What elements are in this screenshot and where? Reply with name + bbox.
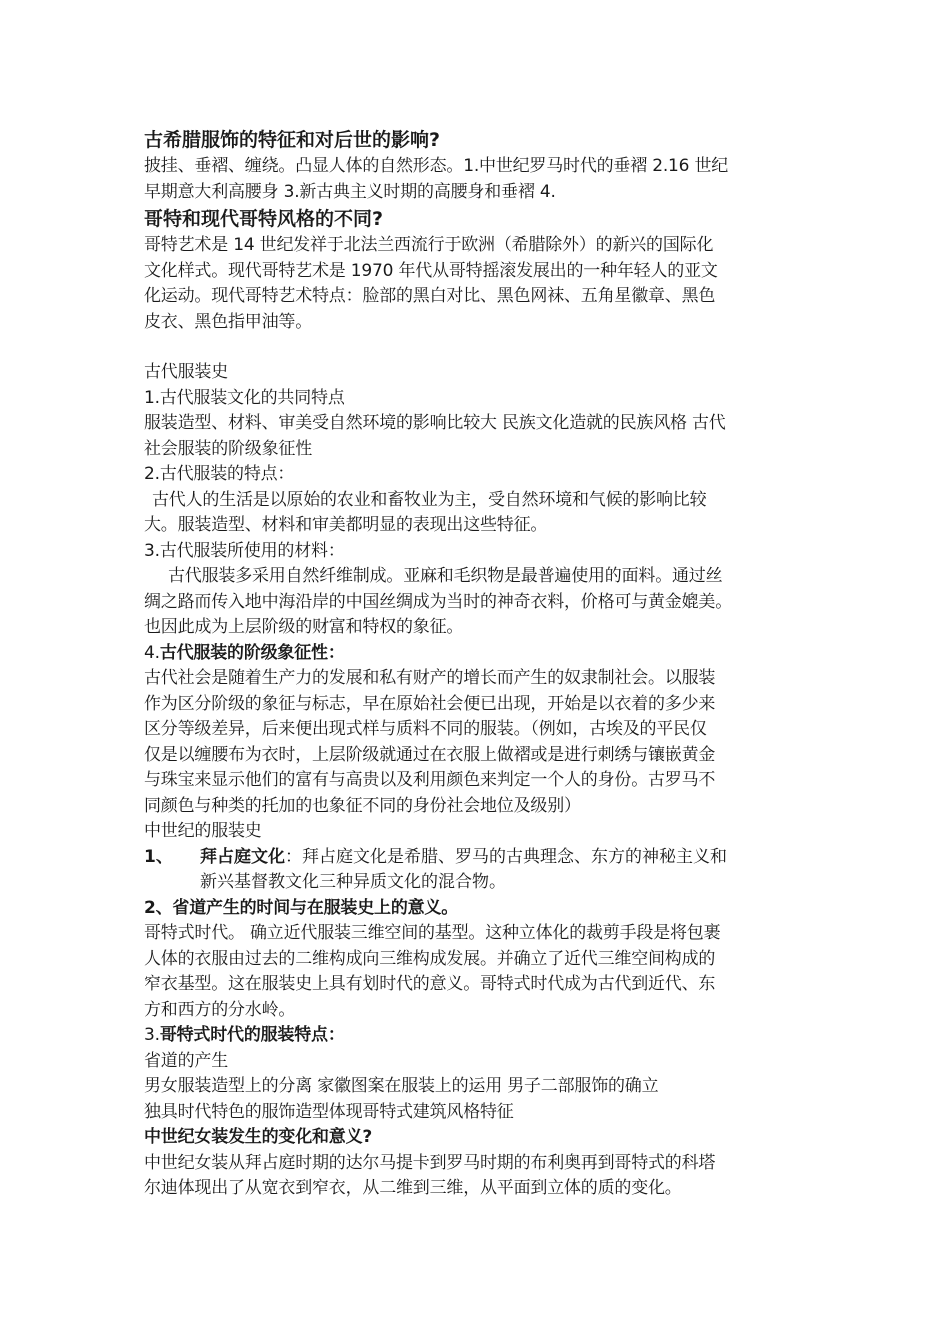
paragraph-line: 皮衣、黑色指甲油等。 — [144, 311, 312, 332]
subheading: 2.古代服装的特点： — [144, 464, 295, 484]
paragraph-line: 社会服装的阶级象征性 — [144, 438, 312, 459]
paragraph-line: 古代社会是随着生产力的发展和私有财产的增长而产生的奴隶制社会。以服装 — [144, 668, 716, 688]
item-title: 拜占庭文化 — [200, 846, 285, 867]
paragraph-line: 方和西方的分水岭。 — [144, 999, 296, 1020]
blank-line — [144, 335, 814, 360]
subheading-text: 哥特式时代的服装特点： — [159, 1025, 345, 1045]
paragraph-line: 男女服装造型上的分离 家徽图案在服装上的运用 男子二部服饰的确立 — [144, 1076, 659, 1096]
paragraph-line: 中世纪女装从拜占庭时期的达尔马提卡到罗马时期的布利奥再到哥特式的科塔 — [144, 1152, 716, 1173]
paragraph-line: 同颜色与种类的托加的也象征不同的身份社会地位及级别） — [144, 795, 581, 816]
paragraph-line: 哥特艺术是 14 世纪发祥于北法兰西流行于欧洲（希腊除外）的新兴的国际化 — [144, 235, 714, 255]
paragraph-line: 文化样式。现代哥特艺术是 1970 年代从哥特摇滚发展出的一种年轻人的亚文 — [144, 260, 718, 281]
paragraph-line: 哥特式时代。 确立近代服装三维空间的基型。这种立体化的裁剪手段是将包裹 — [144, 923, 721, 943]
paragraph-line: 服装造型、材料、审美受自然环境的影响比较大 民族文化造就的民族风格 古代 — [144, 413, 726, 433]
item-text: ：拜占庭文化是希腊、罗马的古典理念、东方的神秘主义和 — [285, 846, 727, 867]
paragraph-line: 古代服装多采用自然纤维制成。亚麻和毛织物是最普遍使用的面料。通过丝 — [168, 566, 723, 586]
subheading — [144, 641, 814, 667]
paragraph-line: 窄衣基型。这在服装史上具有划时代的意义。哥特式时代成为古代到近代、东 — [144, 974, 716, 994]
paragraph-line: 作为区分阶级的象征与标志，早在原始社会便已出现，开始是以衣着的多少来 — [144, 693, 716, 714]
paragraph-line — [200, 845, 814, 871]
paragraph-line: 化运动。现代哥特艺术特点：脸部的黑白对比、黑色网袜、五角星徽章、黑色 — [144, 286, 716, 306]
paragraph-line: 古代人的生活是以原始的农业和畜牧业为主，受自然环境和气候的影响比较 — [152, 489, 707, 510]
section-title-ancient: 古代服装史 — [144, 362, 228, 382]
heading-greek-costume: 古希腊服饰的特征和对后世的影响? — [144, 129, 441, 151]
subheading: 2、省道产生的时间与在服装史上的意义。 — [144, 897, 459, 918]
section-title-medieval: 中世纪的服装史 — [144, 821, 262, 841]
paragraph-line: 区分等级差异，后来便出现式样与质料不同的服装。（例如，古埃及的平民仅 — [144, 719, 707, 739]
paragraph-line: 省道的产生 — [144, 1050, 228, 1071]
paragraph-line: 新兴基督教文化三种异质文化的混合物。 — [200, 872, 506, 892]
subheading-text: 古代服装的阶级象征性： — [159, 642, 345, 663]
paragraph-line: 也因此成为上层阶级的财富和特权的象征。 — [144, 617, 464, 637]
paragraph-line: 尔迪体现出了从宽衣到窄衣，从二维到三维，从平面到立体的质的变化。 — [144, 1178, 682, 1198]
subheading — [144, 1023, 814, 1049]
paragraph-line: 与珠宝来显示他们的富有与高贵以及利用颜色来判定一个人的身份。古罗马不 — [144, 770, 716, 790]
paragraph-line: 披挂、垂褶、缠绕。凸显人体的自然形态。1.中世纪罗马时代的垂褶 2.16 世纪 — [144, 156, 729, 176]
subheading-number: 3. — [144, 1025, 160, 1045]
paragraph-line: 独具时代特色的服饰造型体现哥特式建筑风格特征 — [144, 1101, 514, 1122]
paragraph-line: 仅是以缠腰布为衣时，上层阶级就通过在衣服上做褶或是进行刺绣与镶嵌黄金 — [144, 744, 716, 765]
numbered-item-byzantine — [144, 845, 814, 896]
subheading: 中世纪女装发生的变化和意义? — [144, 1127, 373, 1147]
subheading: 3.古代服装所使用的材料： — [144, 540, 345, 561]
paragraph-line: 大。服装造型、材料和审美都明显的表现出这些特征。 — [144, 515, 548, 535]
item-number: 1、 — [144, 846, 173, 867]
paragraph-line: 早期意大利高腰身 3.新古典主义时期的高腰身和垂褶 4. — [144, 181, 556, 202]
heading-gothic: 哥特和现代哥特风格的不同? — [144, 208, 384, 230]
subheading-number: 4. — [144, 642, 160, 663]
document-page — [144, 126, 814, 1202]
paragraph-line: 绸之路而传入地中海沿岸的中国丝绸成为当时的神奇衣料，价格可与黄金媲美。 — [144, 591, 732, 612]
paragraph-line: 人体的衣服由过去的二维构成向三维构成发展。并确立了近代三维空间构成的 — [144, 948, 716, 969]
subheading: 1.古代服装文化的共同特点 — [144, 387, 345, 408]
